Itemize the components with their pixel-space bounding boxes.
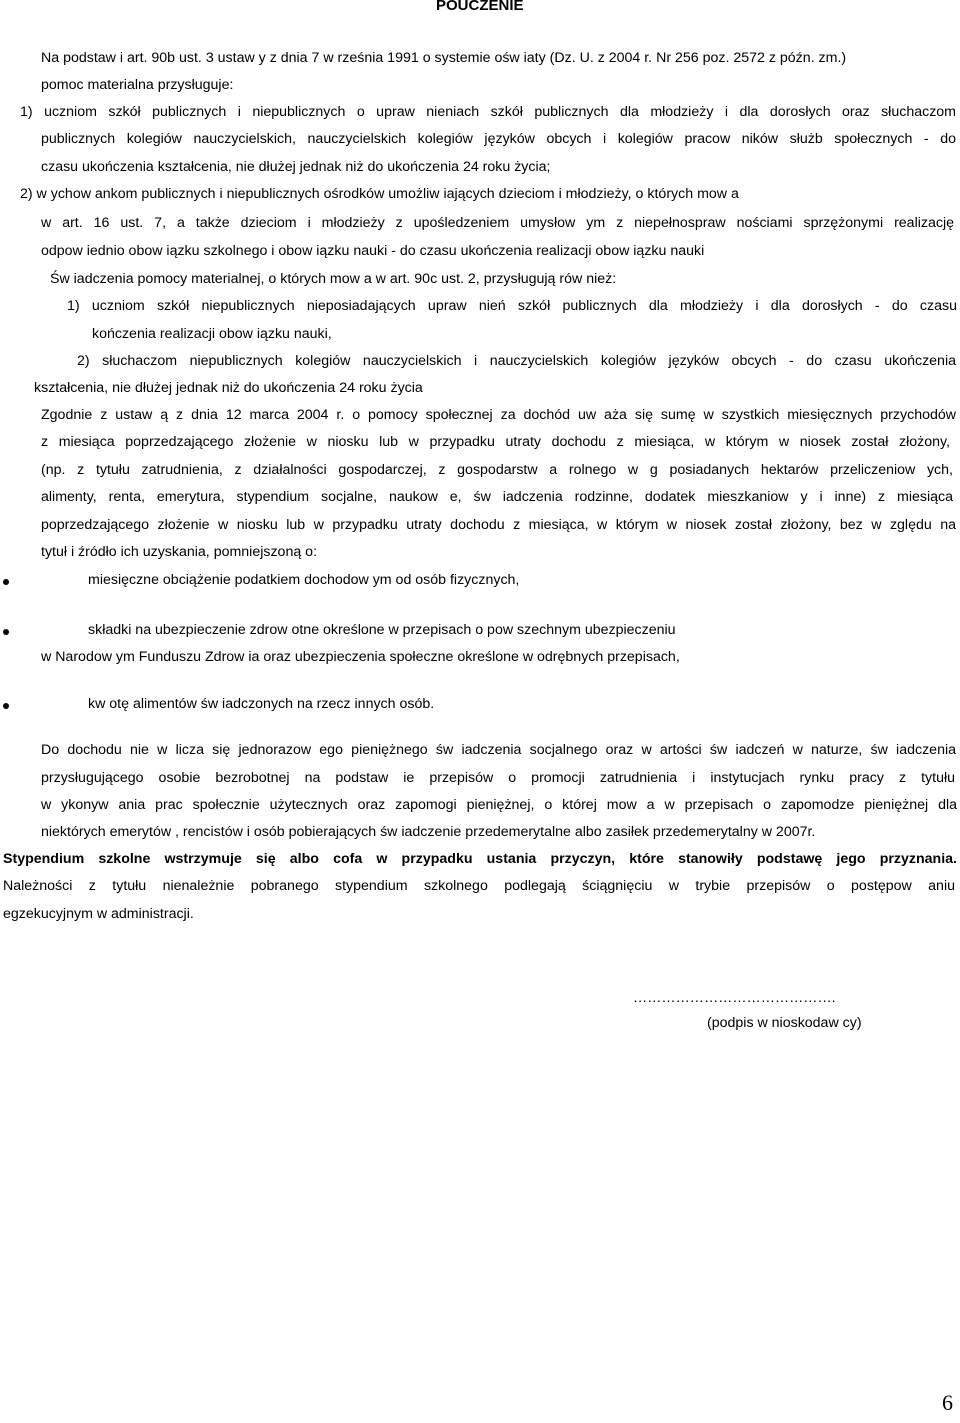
page-number: 6 <box>942 1390 953 1415</box>
item-2-line: 2) w ychow ankom publicznych i niepublicznych ośrodków umożliw iających dzieciom i młodzieży, o których mow a <box>20 186 739 202</box>
intro-line: Na podstaw i art. 90b ust. 3 ustaw y z dnia 7 w rześnia 1991 o systemie ośw iaty (Dz. U. z 2004 r. Nr 256 poz. 2572 z późn. zm.) <box>41 50 847 66</box>
sub-1-line: 1) uczniom szkół niepublicznych nieposiadających upraw nień szkół publicznych dla młodzieży i dla dorosłych - do czasu <box>67 298 957 314</box>
income-line: (np. z tytułu zatrudnienia, z działalności gospodarczej, z gospodarstw a rolnego w g posiadanych hektarów przeliczeniow ych, <box>41 462 953 478</box>
bullet-dot-icon <box>3 579 9 585</box>
excluded-line: przysługującego osobie bezrobotnej na podstaw ie przepisów o promocji zatrudnienia i instytucjach rynku pracy z tytułu <box>41 770 955 786</box>
bullet-item: składki na ubezpieczenie zdrow otne określone w przepisach o pow szechnym ubezpieczeniu <box>88 622 676 638</box>
item-1-line: czasu ukończenia kształcenia, nie dłużej jednak niż do ukończenia 24 roku życia; <box>41 159 551 175</box>
excluded-line: Do dochodu nie w licza się jednorazow ego pieniężnego św iadczenia socjalnego oraz w artości św iadczeń w naturze, św iadczenia <box>41 742 956 758</box>
document-title: POUCZENIE <box>436 0 524 14</box>
bullet-item: kw otę alimentów św iadczonych na rzecz innych osób. <box>88 696 435 712</box>
income-line: poprzedzającego złożenie w niosku lub w przypadku utraty dochodu z miesiąca, w którym w niosek został złożony, bez w zględu na <box>41 517 956 533</box>
signature-line: ……………………………………. <box>633 990 836 1006</box>
recovery-line: Należności z tytułu nienależnie pobranego stypendium szkolnego podlegają ściągnięciu w trybie przepisów o postępow aniu <box>3 878 955 894</box>
item-1-line: publicznych kolegiów nauczycielskich, nauczycielskich kolegiów języków obcych i kolegiów pracow ników służb społecznych - do <box>41 131 956 147</box>
bullet-dot-icon <box>3 629 9 635</box>
bullet-item-continuation: w Narodow ym Funduszu Zdrow ia oraz ubezpieczenia społeczne określone w odrębnych przepisach, <box>41 649 680 665</box>
recovery-line: egzekucyjnym w administracji. <box>3 906 194 922</box>
signature-label: (podpis w nioskodaw cy) <box>707 1015 862 1031</box>
income-line: z miesiąca poprzedzającego złożenie w niosku lub w przypadku utraty dochodu z miesiąca, w którym w niosek został złożony, <box>41 434 950 450</box>
bullet-item: miesięczne obciążenie podatkiem dochodow ym od osób fizycznych, <box>88 572 520 588</box>
sub-1-line: kończenia realizacji obow iązku nauki, <box>92 326 332 342</box>
item-1-line: 1) uczniom szkół publicznych i niepublicznych o upraw nieniach szkół publicznych dla młodzieży i dla dorosłych oraz słuchaczom <box>20 104 956 120</box>
withhold-notice: Stypendium szkolne wstrzymuje się albo cofa w przypadku ustania przyczyn, które stanowiły podstawę jego przyznania. <box>3 851 957 867</box>
income-line: tytuł i źródło ich uzyskania, pomniejszoną o: <box>41 544 318 560</box>
intro-line: pomoc materialna przysługuje: <box>41 77 234 93</box>
excluded-line: w ykonyw ania prac społecznie użytecznych oraz zapomogi pieniężnej, o której mow a w przepisach o zapomodze pieniężnej dla <box>41 797 957 813</box>
item-2-line: odpow iednio obow iązku szkolnego i obow iązku nauki - do czasu ukończenia realizacji obow iązku nauki <box>41 243 705 259</box>
sub-intro: Św iadczenia pomocy materialnej, o których mow a w art. 90c ust. 2, przysługują rów nież: <box>50 271 617 287</box>
income-line: alimenty, renta, emerytura, stypendium socjalne, naukow e, św iadczenia rodzinne, dodatek mieszkaniow y i inne) z miesiąca <box>41 489 953 505</box>
sub-2-line: 2) słuchaczom niepublicznych kolegiów nauczycielskich i nauczycielskich kolegiów języków obcych - do czasu ukończenia <box>77 353 956 369</box>
excluded-line: niektórych emerytów , rencistów i osób pobierających św iadczenie przedemerytalne albo zasiłek przedemerytalny w 2007r. <box>41 824 816 840</box>
bullet-dot-icon <box>3 703 9 709</box>
sub-2-line: kształcenia, nie dłużej jednak niż do ukończenia 24 roku życia <box>34 380 423 396</box>
item-2-line: w art. 16 ust. 7, a także dzieciom i młodzieży z upośledzeniem umysłow ym z niepełnospraw nościami sprzężonymi realizację <box>41 215 954 231</box>
income-line: Zgodnie z ustaw ą z dnia 12 marca 2004 r. o pomocy społecznej za dochód uw aża się sumę w szystkich miesięcznych przychodów <box>41 407 956 423</box>
